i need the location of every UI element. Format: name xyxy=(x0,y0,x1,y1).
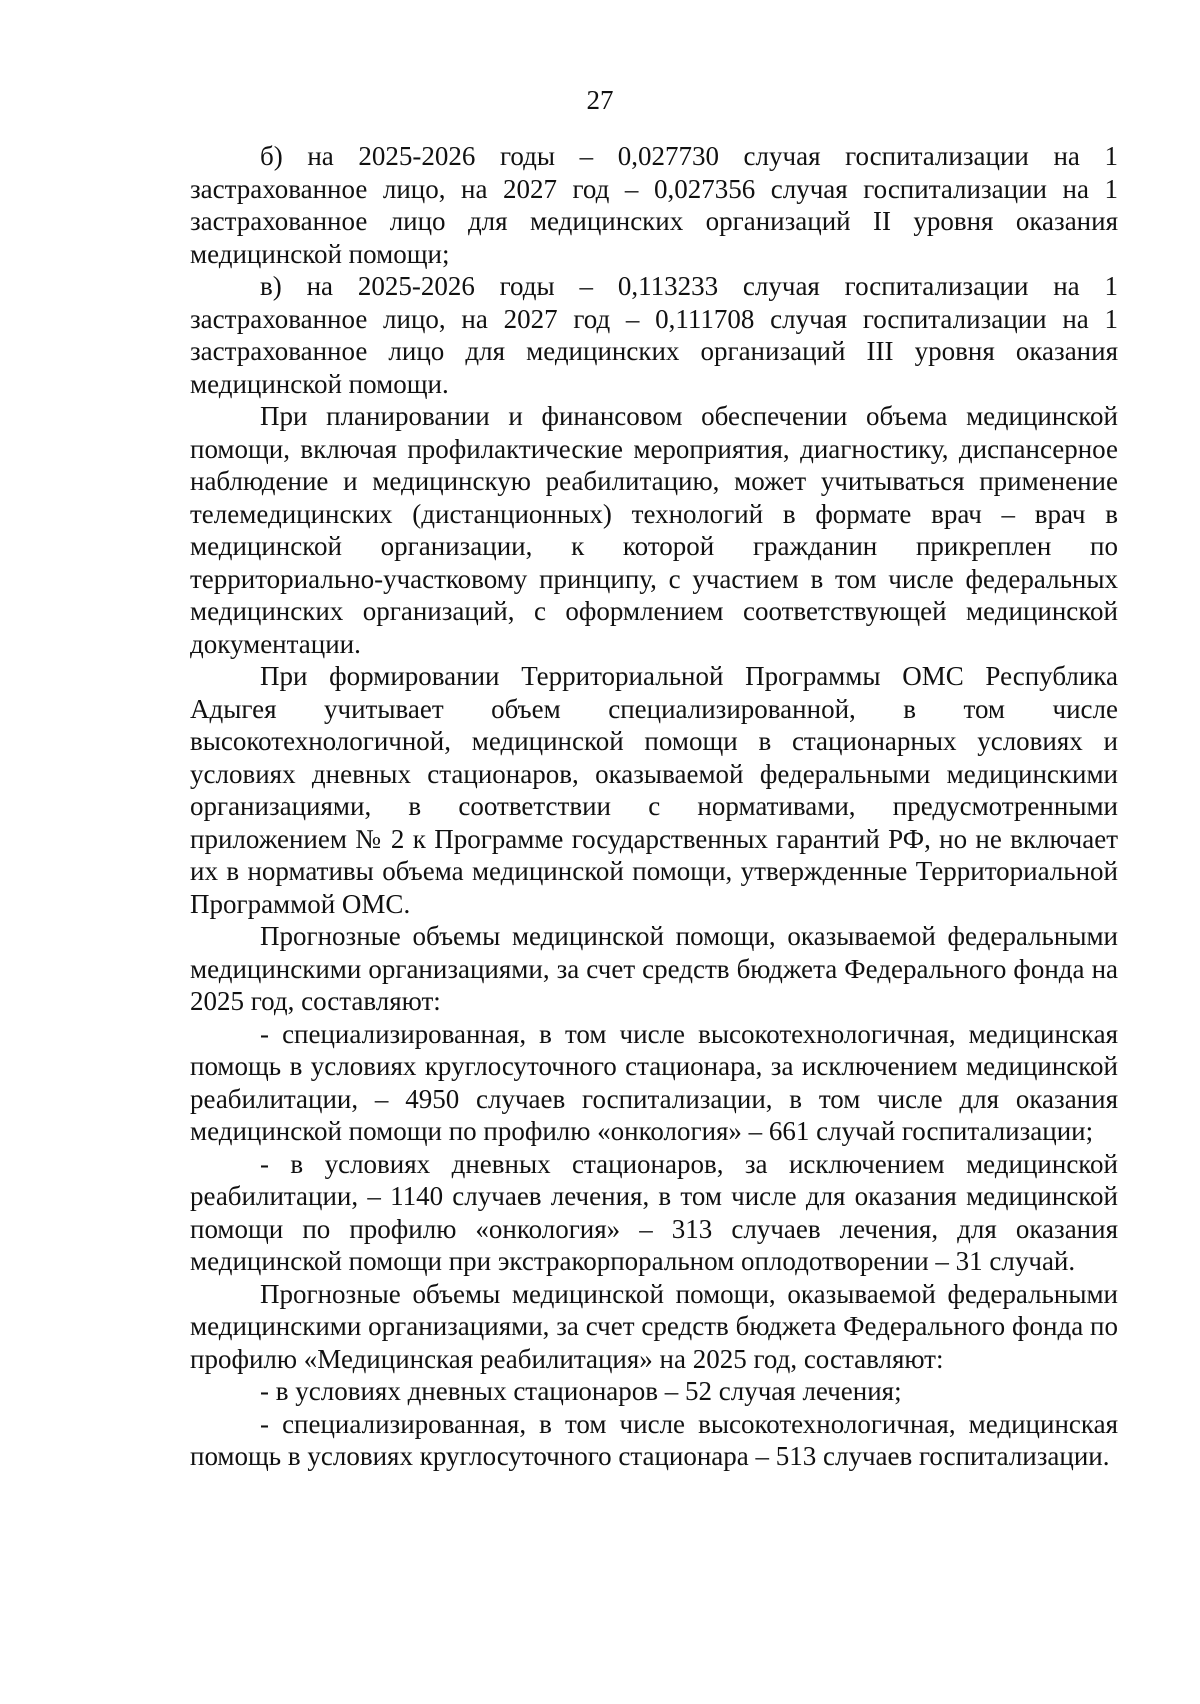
paragraph-hospitalization-level-3: в) на 2025-2026 годы – 0,113233 случая госпитализации на 1 застрахованное лицо, на 2027 год – 0,111708 случая госпитализации на 1 застрахованное лицо для медицинских организаций III уровня оказания медицинской помощи. xyxy=(190,271,1118,399)
page-number: 27 xyxy=(586,85,614,115)
paragraph-federal-volumes-intro: Прогнозные объемы медицинской помощи, оказываемой федеральными медицинскими организациями, за счет средств бюджета Федерального фонда на 2025 год, составляют: xyxy=(190,921,1118,1016)
document-body xyxy=(190,140,1118,1473)
paragraph-telemedicine: При планировании и финансовом обеспечении объема медицинской помощи, включая профилактические мероприятия, диагностику, диспансерное наблюдение и медицинскую реабилитацию, может учитываться применение телемедицинских (дистанционных) технологий в формате врач – врач в медицинской организации, к которой гражданин прикреплен по территориально-участковому принципу, с участием в том числе федеральных медицинских организаций, с оформлением соответствующей медицинской документации. xyxy=(190,401,1118,659)
list-item-rehab-round-the-clock: - специализированная, в том числе высокотехнологичная, медицинская помощь в условиях круглосуточного стационара – 513 случаев госпитализации. xyxy=(190,1408,1118,1471)
paragraph-territorial-program: При формировании Территориальной Программы ОМС Республика Адыгея учитывает объем специализированной, в том числе высокотехнологичной, медицинской помощи в стационарных условиях и условиях дневных стационаров, оказываемой федеральными медицинскими организациями, в соответствии с нормативами, предусмотренными приложением № 2 к Программе государственных гарантий РФ, но не включает их в нормативы объема медицинской помощи, утвержденные Территориальной Программой ОМС. xyxy=(190,661,1118,919)
list-item-rehab-day-hospital: - в условиях дневных стационаров – 52 случая лечения; xyxy=(260,1376,902,1406)
list-item-day-hospital: - в условиях дневных стационаров, за исключением медицинской реабилитации, – 1140 случаев лечения, в том числе для оказания медицинской помощи по профилю «онкология» – 313 случаев лечения, для оказания медицинской помощи при экстракорпоральном оплодотворении – 31 случай. xyxy=(190,1148,1118,1276)
list-item-round-the-clock: - специализированная, в том числе высокотехнологичная, медицинская помощь в условиях круглосуточного стационара, за исключением медицинской реабилитации, – 4950 случаев госпитализации, в том числе для оказания медицинской помощи по профилю «онкология» – 661 случай госпитализации; xyxy=(190,1018,1118,1146)
paragraph-hospitalization-level-2: б) на 2025-2026 годы – 0,027730 случая госпитализации на 1 застрахованное лицо, на 2027 год – 0,027356 случая госпитализации на 1 застрахованное лицо для медицинских организаций II уровня оказания медицинской помощи; xyxy=(190,141,1118,269)
paragraph-rehabilitation-intro: Прогнозные объемы медицинской помощи, оказываемой федеральными медицинскими организациями, за счет средств бюджета Федерального фонда по профилю «Медицинская реабилитация» на 2025 год, составляют: xyxy=(190,1278,1118,1374)
